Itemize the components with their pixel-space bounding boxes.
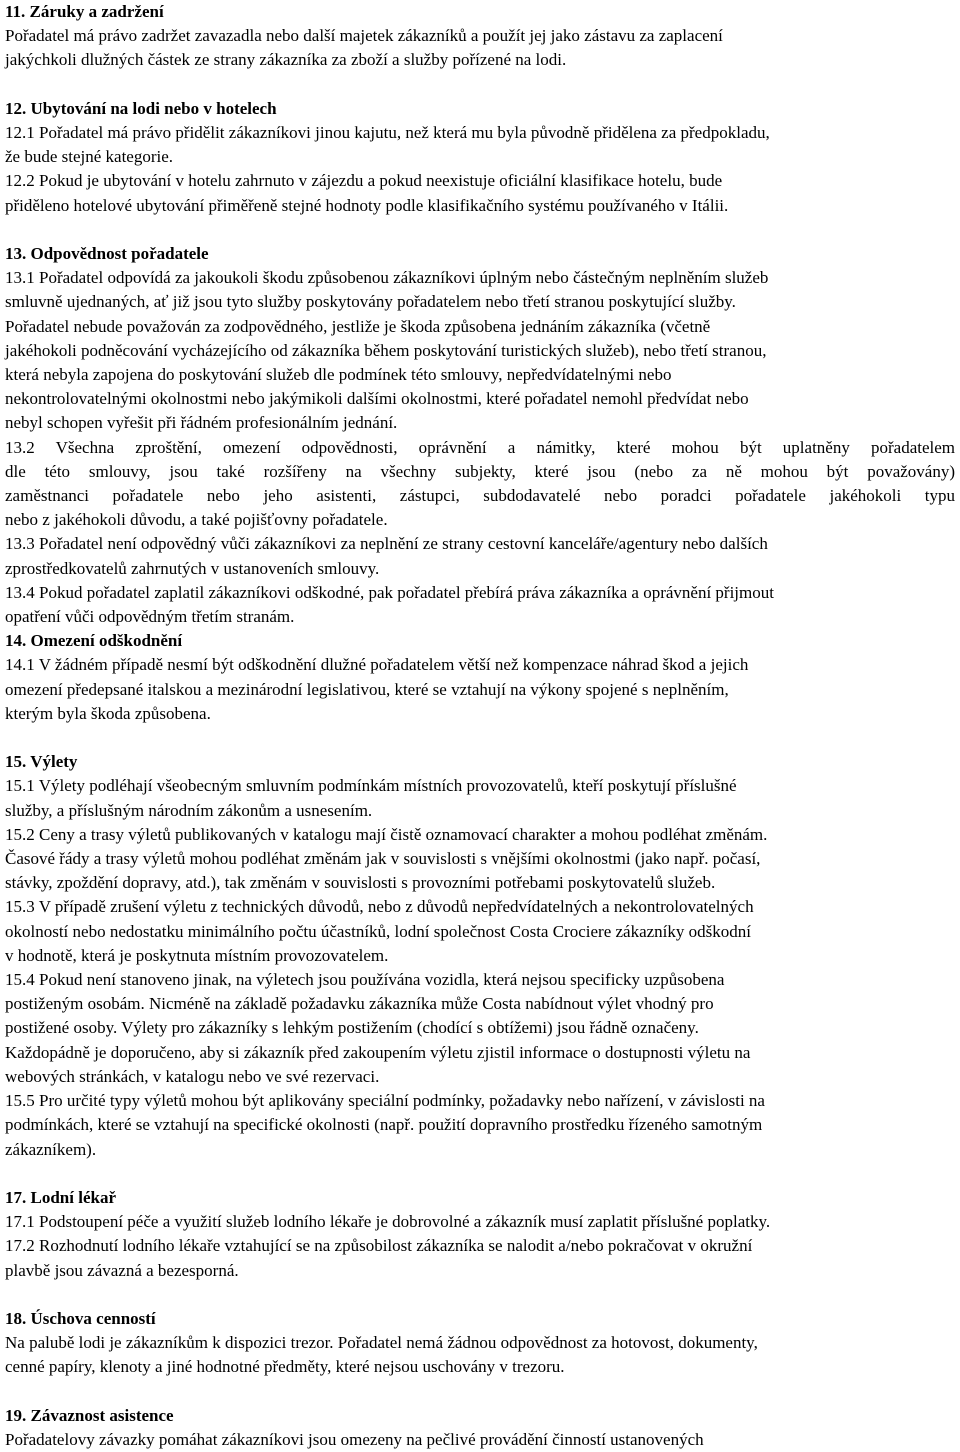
- body-text-line: služby, a příslušným národním zákonům a usnesením.: [5, 800, 373, 820]
- body-text-line: smluvně ujednaných, ať již jsou tyto služby poskytovány pořadatelem nebo třetí stranou poskytující služby.: [5, 292, 736, 312]
- section-heading: 19. Závaznost asistence: [5, 1405, 174, 1425]
- body-text-line: 12.2 Pokud je ubytování v hotelu zahrnuto v zájezdu a pokud neexistuje oficiální klasifikace hotelu, bude: [5, 171, 723, 191]
- body-text-line: 15.5 Pro určité typy výletů mohou být aplikovány speciální podmínky, požadavky nebo nařízení, v závislosti na: [5, 1091, 765, 1111]
- body-text-line: Každopádně je doporučeno, aby si zákazník před zakoupením výletu zjistil informace o dostupnosti výletu na: [5, 1042, 751, 1062]
- section-heading: 15. Výlety: [5, 752, 78, 772]
- section-heading: 17. Lodní lékař: [5, 1187, 116, 1207]
- body-text-line: zákazníkem).: [5, 1139, 97, 1159]
- blank-line: [5, 218, 955, 242]
- body-text-line: 15.2 Ceny a trasy výletů publikovaných v katalogu mají čistě oznamovací charakter a mohou podléhat změnám.: [5, 824, 768, 844]
- body-text-line: 14.1 V žádném případě nesmí být odškodnění dlužné pořadatelem větší než kompenzace náhrad škod a jejich: [5, 655, 749, 675]
- body-text-line: stávky, zpoždění dopravy, atd.), tak změnám v souvislosti s provozními potřebami poskytovatelů služeb.: [5, 873, 716, 893]
- body-text-line: Časové řády a trasy výletů mohou podléhat změnám jak v souvislosti s vnějšími okolnostmi (jako např. počasí,: [5, 849, 761, 869]
- body-text-line: 13.1 Pořadatel odpovídá za jakoukoli škodu způsobenou zákazníkovi úplným nebo částečným neplněním služeb: [5, 268, 769, 288]
- body-text-line: plavbě jsou závazná a bezesporná.: [5, 1260, 239, 1280]
- body-text-line: opatření vůči odpovědným třetím stranám.: [5, 607, 295, 627]
- blank-line: [5, 73, 955, 97]
- body-text-line: cenné papíry, klenoty a jiné hodnotné předměty, které nejsou uschovány v trezoru.: [5, 1357, 565, 1377]
- section-heading: 12. Ubytování na lodi nebo v hotelech: [5, 98, 277, 118]
- body-text-line: 13.3 Pořadatel není odpovědný vůči zákazníkovi za neplnění ze strany cestovní kanceláře/agentury nebo dalších: [5, 534, 768, 554]
- blank-line: [5, 1283, 955, 1307]
- body-text-line: omezení předepsané italskou a mezinárodní legislativou, které se vztahují na výkony spojené s neplněním,: [5, 679, 729, 699]
- body-text-line: postiženým osobám. Nicméně na základě požadavku zákazníka může Costa nabídnout výlet vhodný pro: [5, 994, 714, 1014]
- blank-line: [5, 726, 955, 750]
- blank-line: [5, 1162, 955, 1186]
- body-text-line: 17.1 Podstoupení péče a využití služeb lodního lékaře je dobrovolné a zákazník musí zaplatit příslušné poplatky.: [5, 1212, 771, 1232]
- body-text-line: v hodnotě, která je poskytnuta místním provozovatelem.: [5, 945, 389, 965]
- body-text-line: 15.4 Pokud není stanoveno jinak, na výletech jsou používána vozidla, která nejsou specificky uzpůsobena: [5, 970, 725, 990]
- body-text-line: kterým byla škoda způsobena.: [5, 703, 211, 723]
- body-text-line: jakéhokoli podněcování vycházejícího od zákazníka během poskytování turistických služeb), nebo třetí stranou,: [5, 340, 767, 360]
- section-heading: 11. Záruky a zadržení: [5, 2, 164, 21]
- body-text-line: 15.3 V případě zrušení výletu z technických důvodů, nebo z důvodů nepředvídatelných a nekontrolovatelných: [5, 897, 754, 917]
- body-text-line: 13.2 Všechna zproštění, omezení odpovědnosti, oprávnění a námitky, které mohou být uplatněny pořadatelem: [5, 437, 955, 457]
- body-text-line: jakýchkoli dlužných částek ze strany zákazníka za zboží a služby pořízené na lodi.: [5, 50, 567, 70]
- body-text-line: přiděleno hotelové ubytování přiměřeně stejné hodnoty podle klasifikačního systému používaného v Itálii.: [5, 195, 729, 215]
- body-text-line: dle této smlouvy, jsou také rozšířeny na všechny subjekty, které jsou (nebo za ně mohou být považovány): [5, 461, 955, 481]
- body-text-line: Pořadatel nebude považován za zodpovědného, jestliže je škoda způsobena jednáním zákazníka (včetně: [5, 316, 711, 336]
- document-page: [5, 0, 955, 1452]
- body-text-line: okolností nebo nedostatku minimálního počtu účastníků, lodní společnost Costa Crociere zákazníky odškodní: [5, 921, 751, 941]
- body-text-line: webových stránkách, v katalogu nebo ve své rezervaci.: [5, 1066, 380, 1086]
- body-text-line: Pořadatelovy závazky pomáhat zákazníkovi jsou omezeny na pečlivé provádění činností ustanovených: [5, 1429, 704, 1449]
- section-heading: 14. Omezení odškodnění: [5, 631, 183, 651]
- body-text-line: nebo z jakéhokoli důvodu, a také pojišťovny pořadatele.: [5, 510, 388, 530]
- body-text-line: nekontrolovatelnými okolnostmi nebo jakýmikoli dalšími okolnostmi, které pořadatel nemohl předvídat nebo: [5, 389, 749, 409]
- body-text-line: zprostředkovatelů zahrnutých v ustanoveních smlouvy.: [5, 558, 380, 578]
- body-text-line: 15.1 Výlety podléhají všeobecným smluvním podmínkám místních provozovatelů, kteří poskytují příslušné: [5, 776, 737, 796]
- body-text-line: která nebyla zapojena do poskytování služeb dle podmínek této smlouvy, nepředvídatelnými nebo: [5, 365, 672, 385]
- body-text-line: že bude stejné kategorie.: [5, 147, 174, 167]
- body-text-line: 13.4 Pokud pořadatel zaplatil zákazníkovi odškodné, pak pořadatel přebírá práva zákazníka a oprávnění přijmout: [5, 582, 774, 602]
- body-text-line: 17.2 Rozhodnutí lodního lékaře vztahující se na způsobilost zákazníka se nalodit a/nebo pokračovat v okružní: [5, 1236, 753, 1256]
- body-text-line: 12.1 Pořadatel má právo přidělit zákazníkovi jinou kajutu, než která mu byla původně přidělena za předpokladu,: [5, 123, 770, 142]
- body-text-line: Na palubě lodi je zákazníkům k dispozici trezor. Pořadatel nemá žádnou odpovědnost za hotovost, dokumenty,: [5, 1333, 758, 1353]
- section-heading: 13. Odpovědnost pořadatele: [5, 244, 209, 263]
- section-heading: 18. Úschova cenností: [5, 1308, 156, 1328]
- body-text-line: nebyl schopen vyřešit při řádném profesionálním jednání.: [5, 413, 398, 433]
- body-text-line: Pořadatel má právo zadržet zavazadla nebo další majetek zákazníků a použít jej jako zástavu za zaplacení: [5, 26, 723, 46]
- body-text-line: podmínkách, které se vztahují na specifické okolnosti (např. použití dopravního prostředku řízeného samotným: [5, 1115, 763, 1135]
- blank-line: [5, 1380, 955, 1404]
- body-text-line: postižené osoby. Výlety pro zákazníky s lehkým postižením (chodící s obtížemi) jsou řádně označeny.: [5, 1018, 699, 1038]
- body-text-line: zaměstnanci pořadatele nebo jeho asistenti, zástupci, subdodavatelé nebo poradci pořadatele jakéhokoli typu: [5, 486, 955, 506]
